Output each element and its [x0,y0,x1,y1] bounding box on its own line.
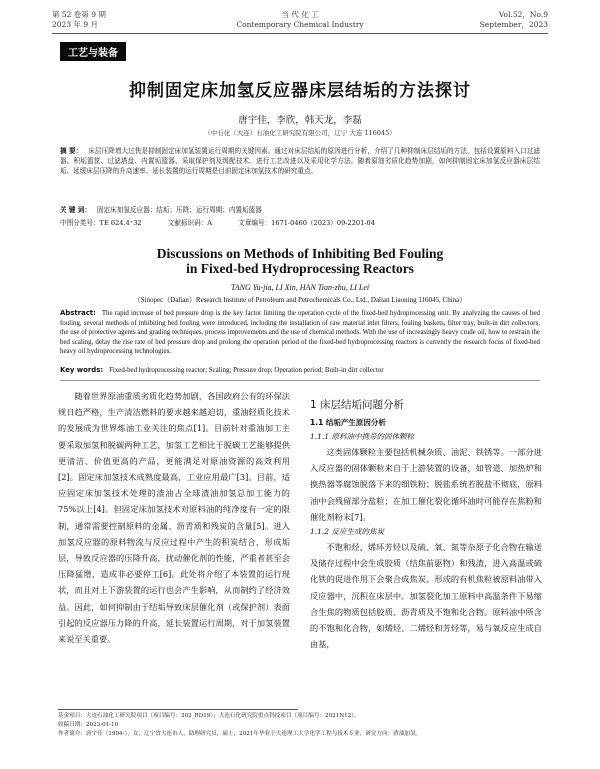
keywords-cn-label: 关 键 词： [60,206,91,214]
keywords-en-label: Key words: [60,366,104,374]
paper-title-cn: 抑制固定床加氢反应器床层结垢的方法探讨 [129,81,471,101]
volume-issue: 第 52 卷第 9 期 [52,10,106,19]
volume-issue-en: Vol.52，No.9 [498,10,548,19]
paper-title-en-line2: in Fixed-bed Hydroprocessing Reactors [186,261,414,276]
paper-title-en [0,246,600,276]
abstract-divider [60,380,540,381]
abstract-en-text: The rapid increase of bed pressure drop is the key factor limiting the operation cycle of the fixed-bed hydroprocessing unit. By analyzing the causes of bed fouling, several methods of inhibiting bed fouling were introduced, including the installation of raw material inlet filters, fouling baskets, filter tray, built-in dirt collectors, the use of protective agents and grading techniques, process improvements and the use of chemical methods. With the use of increasingly heavy crude oil, how to restrain the bed scaling, delay the rise rate of bed pressure drop and prolong the operation period of the fixed-bed hydroprocessing reactors is currently the research focus of fixed-bed heavy oil hydroprocessing technologies. [60,310,540,356]
body-column-right [310,388,542,652]
keywords-en [60,366,540,376]
abstract-cn-text: 床层压降增大过快是抑制固定床加氢装置运行周期的关键因素。通过对床层结垢的原因进行分析，介绍了几种抑制床层结垢的方法，包括设置原料入口过滤器、积垢篮筐、过滤塔盘、内置垢篮器、采取保护剂及级配技术、进行工艺改进以及采用化学方法。随着原油劣质化趋势加剧，如何抑制固定床加氢反应器床层结垢、延缓床层压降的升高速率、延长装置的运行周期是目前固定床加氢技术的研究重点。 [60,147,541,175]
classification-meta [60,218,540,228]
journal-volume-info-en [480,10,548,30]
affiliation-en: （Sinopec（Dalian）Research Institute of Petroleum and Petrochemicals Co., Ltd., Dalian Liaoning 116045, China） [133,296,467,304]
authors-cn: 唐宇佳，李欣，韩天龙，李磊 [238,115,362,126]
section-1-1-1-paragraph: 这类固体颗粒主要包括机械杂质、油泥、铁锈等。一部分进入反应器的固体颗粒来自于上游装置的设备，如管道、加热炉和换热器等腐蚀脱落下来的细铁粉；脱盐系统若脱盐不彻底，原料油中会残留部分盐粒；在加工催化裂化循环油时可能存在焦粉和催化剂粉末[7]。 [310,447,542,522]
paper-title-en-line1: Discussions on Methods of Inhibiting Bed Fouling [156,246,444,261]
abstract-cn-label: 摘 要： [60,147,83,155]
article-number: 文章编号：1671-0460（2023）09-2201-04 [238,219,375,227]
intro-paragraph: 随着世界原油重质劣质化趋势加剧，各国政府公有的环保法规日趋严格，生产清洁燃料的要求越来越迫切，重油轻质化技术的发展成为世界炼油工业关注的焦点[1]。目前针对重油加工主要采取加氢和脱碳两种工艺，加氢工艺相比于脱碳工艺能够提供更清洁、价值更高的产品，更能满足对原油资源的高效利用[2]。固定床加氢技术成熟度最高，工业应用最广[3]。目前，适应固定床加氢技术处理的渣油占全球渣油加氢总加工能力的 75%以上[4]。但固定床加氢技术对原料油的纯净度有一定的限制，通常需要控制原料的金属、沥青质和残炭的含量[5]。进入加氢反应器的原料物流与反应过程中产生的积炭结合，形成垢层，导致反应器的压降升高，扰动催化剂的性能，严重者甚至会压降猛增，造成非必要停工[6]。此处将介绍了本装置的运行现状，而且对上下游装置的运行也会产生影响，从而制约了经济效益。因此，如何抑制由于结垢导致床层催化剂（或保护剂）表面引起的反应器压力降的升高，延长装置运行周期，对于加氢装置来说至关重要。 [58,391,290,645]
section-1-1-2-heading: 1.1.2 反应生成的焦炭 [310,527,384,537]
header-divider [52,33,548,34]
footnote-author-bio: 作者简介：唐宇佳（1994-），女，辽宁省大连市人，助理研究员，硕士，2021年毕业于大连理工大学化学工程与技术专业，研究方向：渣油加氢。 [58,730,422,737]
publish-date-cn: 2023 年 9 月 [52,20,99,29]
authors-en: TANG Yu-jia, LI Xin, HAN Tian-zhu, LI Lei [230,283,370,292]
abstract-cn [60,147,540,176]
footnote-divider [58,709,298,710]
journal-name-en: Contemporary Chemical Industry [236,20,364,29]
keywords-en-text: Fixed-bed hydroprocessing reactor; Scaling; Pressure drop; Operation period; Built-in dirt collector [109,367,384,374]
abstract-en [60,309,540,357]
section-1-1-1-heading: 1.1.1 原料油中携带的固体颗粒 [310,432,414,441]
clc-number: 中图分类号：TE 624.4⁺32 [60,219,142,227]
keywords-cn [60,206,540,216]
document-code: 文献标识码：A [167,219,213,227]
journal-name-cn: 当 代 化 工 [281,10,319,19]
section-1-heading: 1 床层结垢问题分析 [310,399,405,411]
section-tag: 工艺与装备 [60,42,126,61]
footnote-fund: 基金项目：大连石油化工研究院项目（项目编号：202_RD19）；大连石化研究院重点科技项目（项目编号：2021N12）。 [58,713,360,719]
footnotes [58,712,542,738]
keywords-cn-text: 固定床加氢反应器；结垢；压降；运行周期；内置垢篮器 [96,206,262,214]
body-column-left [58,388,290,647]
affiliation-cn: （中石化（大连）石油化工研究院有限公司，辽宁 大连 116045） [204,129,396,137]
footnote-received: 收稿日期：2023-01-10 [58,721,119,728]
section-1-1-heading: 1.1 结垢产生原因分析 [310,418,386,427]
abstract-en-label: Abstract: [60,309,96,317]
publish-date-en: September，2023 [479,20,548,29]
section-1-1-2-paragraph: 不饱和烃、烯环芳烃以及硫、氧、氮等杂原子化合物在输送及储存过程中会生成胶质（结焦前驱物）和残渣，进入高温或硫化铁的促进作用下会聚合成焦炭。形成的有机焦粒被原料油带入反应器中，沉积在床层中。加氢裂化加工原料中高温条件下易缩合生焦的物质包括胶质、沥青质及不饱和化合物。原料油中所含的不饱和化合物，如烯烃、二烯烃和芳烃等，易与氧反应生成自由基， [310,542,542,650]
